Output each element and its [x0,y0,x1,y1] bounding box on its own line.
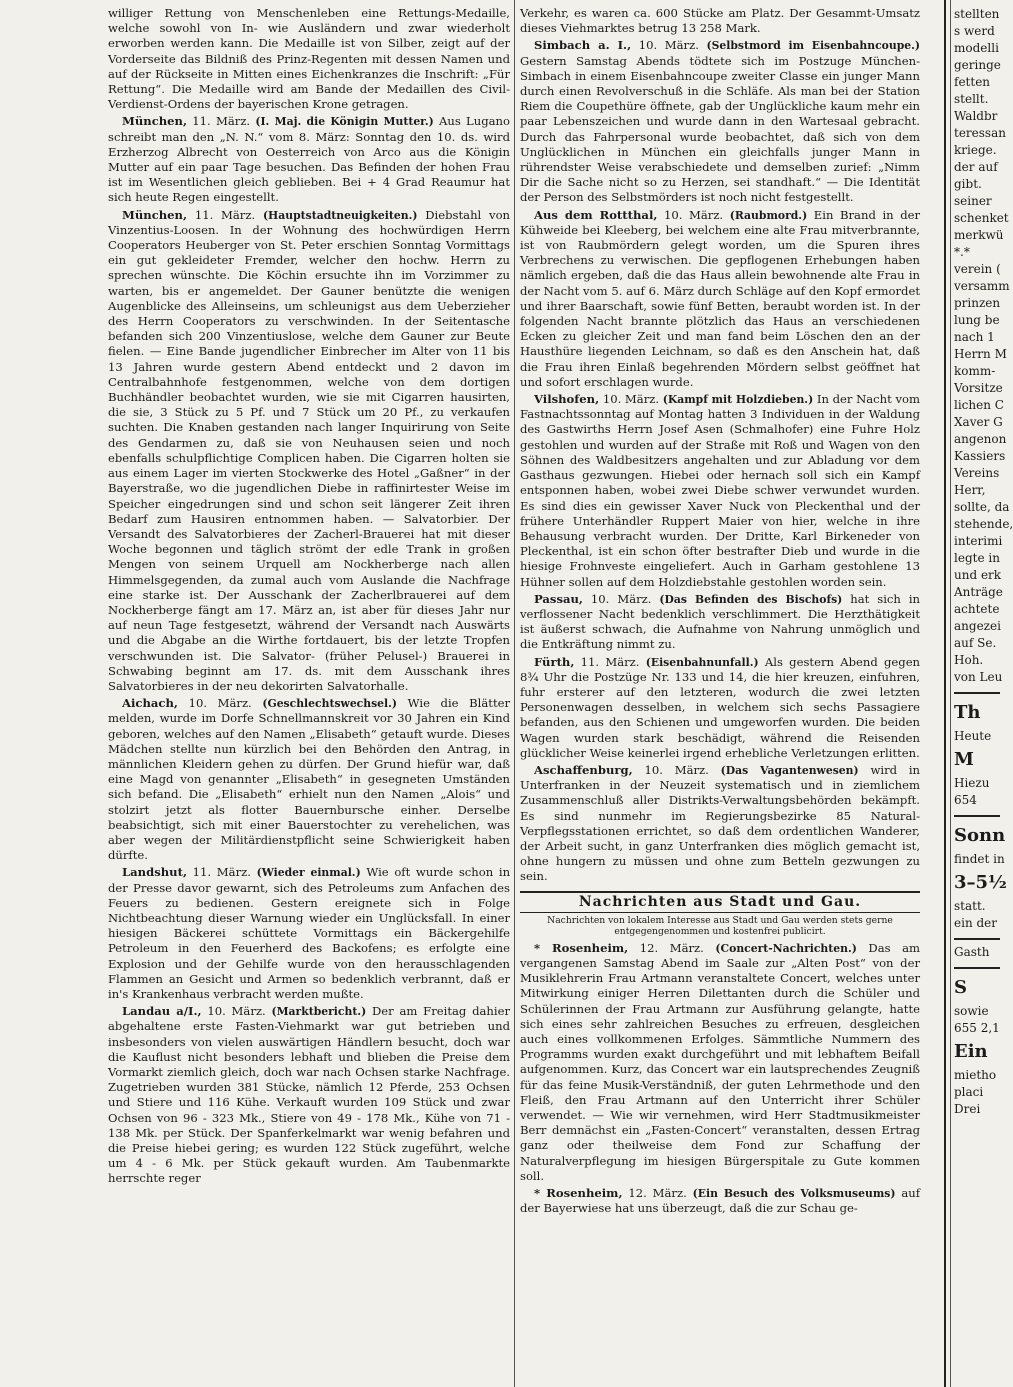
article-text: Ein Brand in der Kühweide bei Kleeberg, bei welchem eine alte Frau mitverbrannte, ist von Raubmördern gelegt worden, um die Spuren ihres Verbrechens zu verwischen. Die gepflogenen Erhebungen haben nämlich ergeben, daß die das Haus allein bewohnende alte Frau in der Nacht vom 5. auf 6. März durch Schläge auf den Kopf ermordet und ihrer Baarschaft, sowie fünf Betten, beraubt worden ist. In der folgenden Nacht brannte plötzlich das Haus an verschiedenen Ecken zu gleicher Zeit und man fand beim Löschen den an der Hausthüre liegenden Leichnam, so daß es den Anschein hat, daß die Frau ihren Einlaß begehrenden Mördern selbst geöffnet hat und sofort erschlagen wurde. [520,207,921,389]
article-topic: (Raubmord.) [729,208,808,222]
article-place: Simbach a. I., [534,38,632,53]
cutoff-text-line: der auf [954,160,998,174]
cutoff-text-line: versamm [954,279,1010,293]
cutoff-text-line: schenket [954,211,1009,225]
article-place: * Rosenheim, [534,940,629,955]
cutoff-text-line: *.* [954,245,970,259]
article-date: 11. März. [192,865,251,880]
cutoff-text-line: placi [954,1085,984,1099]
article-place: Aschaffenburg, [534,762,633,777]
article-text: Als gestern Abend gegen 8¾ Uhr die Postzüge Nr. 133 und 14, die hier kreuzen, einfuhren, fuhr ersterer auf den letzteren, wodurch die zwei letzten Personenwagen desselben, in welchem sich sechs Passagiere befanden, aus den Schienen und umgeworfen wurden. Die beiden Wagen wurden stark beschädigt, während die Reisenden glücklicher Weise keinerlei irgend erhebliche Verletzungen erlitten. [520,654,921,760]
news-article [108,696,510,863]
cutoff-text-line: Drei [954,1102,981,1116]
cutoff-text-line: merkwü [954,228,1004,242]
article-topic: (Ein Besuch des Volksmuseums) [692,1187,896,1201]
article-topic: (Marktbericht.) [271,1005,367,1019]
section-note: Nachrichten von lokalem Interesse aus Stadt und Gau werden stets gerne entgegengenommen und kostenfrei publicirt. [547,914,893,937]
article-topic: (Wieder einmal.) [256,866,361,880]
cutoff-text-line: auf Se. [954,636,997,650]
article-date: 12. März. [628,1186,687,1201]
article-date: 12. März. [639,940,704,955]
article-date: 10. März. [590,591,652,606]
article-date: 11. März. [580,654,640,669]
article-text: Der am Freitag dahier abgehaltene erste Fasten-Viehmarkt war gut betrieben und insbesonders von vielen auswärtigen Händlern besucht, doch war die Kauflust nicht besonders lebhaft und blieben die Preise dem Vormarkt ziemlich gleich, doch war nach Ochsen starke Nachfrage. Zugetrieben wurden 381 Stücke, nämlich 12 Pferde, 253 Ochsen und Stiere und 116 Kühe. Verkauft wurden 109 Stück und zwar Ochsen von 96 - 323 Mk., Stiere von 49 - 178 Mk., Kühe von 71 - 138 Mk. per Stück. Der Spanferkelmarkt war wenig befahren und die Preise hiebei gering; es wurden 122 Stück zugeführt, welche um 4 - 6 Mk. per Stück gekauft wurden. Am Taubenmarkte herrschte reger [108,1004,511,1186]
article-text: Gestern Samstag Abends tödtete sich im Postzuge München-Simbach in einem Eisenbahncoupe zweiter Classe ein junger Mann durch einen Revolverschuß in die Schläfe. Als man bei der Station Riem die Coupethüre öffnete, gab der Unglückliche kaum mehr ein paar Lebenszeichen und wurde dann in den Wartesaal gebracht. Durch das Fahrpersonal wurde beobachtet, daß sich von dem Unglücklichen in München ein gleichfalls junger Mann in rührendster Weise verabschiedete und demselben zurief: „Nimm Dir die Sache nicht so zu Herzen, sei standhaft.“ — Die Identität der Person des Selbstmörders ist noch nicht festgestellt. [520,53,920,205]
article-text: hat sich in verflossener Nacht bedenklich verschlimmert. Die Herzthätigkeit ist äußerst schwach, die Aufnahme von Nahrung unmöglich und die Entkräftung nimmt zu. [520,591,921,652]
cutoff-text-line: M [954,749,974,770]
article-topic: (Kampf mit Holzdieben.) [662,393,814,407]
article-list [520,38,920,884]
continued-fragment: Verkehr, es waren ca. 600 Stücke am Platz. Der Gesammt-Umsatz dieses Viehmarktes betrug 13 258 Mark. [520,6,920,36]
cutoff-text-line: Th [954,692,1000,728]
column-rule [950,0,951,1387]
cutoff-text-line: fetten [954,75,991,89]
news-article [520,941,920,1184]
cutoff-text-line: Hoh. [954,653,984,667]
cutoff-text-line: mietho [954,1068,997,1082]
news-article [108,1004,510,1186]
page-gutter-rule [944,0,946,1387]
news-article [108,114,510,205]
news-article [520,655,920,761]
cutoff-text-line: s werd [954,24,995,38]
right-column-cutoff [954,6,1013,1384]
article-text: Diebstahl von Vinzentius-Loosen. In der Wohnung des hochwürdigen Herrn Cooperators Heuberger von St. Peter erschien Sonntag Vormittags ein gut gekleideter Fremder, welcher den hochw. Herrn zu sprechen wünschte. Die Köchin ersuchte ihn im Vorzimmer zu warten, bis er angemeldet. Der Gauner benützte die wenigen Augenblicke des Alleinseins, um schleunigst aus dem Ueberzieher des Herrn Cooperators zu verschwinden. In der Seitentasche befanden sich 200 Vinzentiuslose, welche dem Gauner zur Beute fielen. — Eine Bande jugendlicher Einbrecher im Alter von 11 bis 13 Jahren wurde gestern Abend entdeckt und 2 davon im Centralbahnhofe festgenommen, welche von dem dortigen Buchhändler beobachtet wurden, wie sie mit Cigarren hausirten, die sie, 3 Stück zu 5 Pf. und 7 Stück um 20 Pf., zu verkaufen suchten. Die Knaben gestanden nach langer Inquirirung von Seite des Gendarmen zu, daß sie von Neuhausen seien und noch ebenfalls schulpflichtige Complicen haben. Die Cigarren holten sie aus einem Lager im vierten Stockwerke des Hotel „Gaßner“ in der Bayerstraße, wo die jugendlichen Diebe in raffinirtester Weise im Speicher eingedrungen sind und schon seit längerer Zeit ihren Bedarf zum Hausiren entnommen haben. — Salvatorbier. Der Versandt des Salvatorbieres der Zacherl-Brauerei hat mit dieser Woche begonnen und täglich strömt der edle Trank in großen Mengen von seinem Urquell am Nockherberge nach allen Himmelsgegenden, da zumal auch vom Auslande die Nachfrage eine starke ist. Der Ausschank der Zacherlbrauerei auf dem Nockherberge fängt am 17. März an, ist aber für dieses Jahr nur auf neun Tage festgesetzt, während der Versandt nach Auswärts und die Abgabe an die Wirthe fortdauert, bis der letzte Tropfen verschwunden ist. Die Salvator- (früher Pelusel-) Brauerei in Schwabing beginnt am 17. ds. mit dem Ausschank ihres Salvatorbieres in der neu dekorirten Salvatorhalle. [108,207,511,693]
article-place: Landau a/I., [122,1004,202,1019]
cutoff-text-line: kriege. [954,143,997,157]
cutoff-text-line: stellten [954,7,1000,21]
article-date: 10. März. [644,762,709,777]
news-article [520,38,920,205]
cutoff-text-line: gibt. [954,177,982,191]
cutoff-text-line: Gasth [954,938,1000,961]
article-date: 10. März. [638,38,699,53]
article-place: Landshut, [122,865,187,880]
cutoff-text-line: lung be [954,313,1000,327]
cutoff-text-line: nach 1 [954,330,995,344]
article-place: Aichach, [122,696,178,711]
article-text: wird in Unterfranken in der Neuzeit systematisch und in ziemlichem Zusammenschluß aller Distrikts-Verwaltungsbehörden bekämpft. Es sind nunmehr im Regierungsbezirke 85 Natural-Verpflegsstationen errichtet, so daß dem ordentlichen Wanderer, der Arbeit sucht, in ganz Unterfranken dies möglich gemacht ist, ohne hungern zu müssen und ohne zum Betteln gezwungen zu sein. [520,762,921,884]
article-place: Fürth, [534,654,575,669]
article-place: München, [122,207,188,222]
cutoff-text-line: S [954,967,1000,1003]
local-article-list [520,941,920,1217]
cutoff-text-line: stehende, [954,517,1013,531]
cutoff-text-line: lichen C [954,398,1004,412]
cutoff-text-line: Vorsitze [954,381,1003,395]
article-topic: (I. Maj. die Königin Mutter.) [255,115,434,129]
article-date: 10. März. [188,696,252,711]
article-topic: (Selbstmord im Eisenbahncoupe.) [706,39,921,53]
article-date: 10. März. [663,207,724,222]
article-text: Wie oft wurde schon in der Presse davor gewarnt, sich des Petroleums zum Anfachen des Feuers zu bedienen. Gestern ereignete sich in Folge Nichtbeachtung dieser Warnung wieder ein Unglücksfall. In einer hiesigen Bäckerei schüttete Vormittags ein Bäckergehilfe Petroleum in den Feuerherd des Backofens; es erfolgte eine Explosion und der Gehilfe wurde von den herausschlagenden Flammen an Gesicht und Armen so bedenklich verbrannt, daß er in's Krankenhaus verbracht werden mußte. [108,865,511,1001]
article-date: 10. März. [207,1004,266,1019]
article-topic: (Das Vagantenwesen) [720,763,859,777]
cutoff-text-line: sollte, da [954,500,1010,514]
article-place: Passau, [534,591,583,606]
news-article [520,392,920,590]
article-topic: (Das Befinden des Bischofs) [659,592,843,606]
cutoff-text-line: 3–5½ [954,872,1007,893]
cutoff-text-line: ein der [954,916,998,930]
cutoff-text-line: Heute [954,729,992,743]
article-topic: (Geschlechtswechsel.) [262,697,398,711]
cutoff-text-line: Herrn M [954,347,1007,361]
cutoff-text-line: sowie [954,1004,989,1018]
cutoff-text-line: Ein [954,1041,988,1062]
cutoff-text-line: seiner [954,194,992,208]
news-article [108,865,510,1002]
cutoff-text-line: Waldbr [954,109,998,123]
cutoff-text-line: angezei [954,619,1001,633]
article-list [108,114,510,1186]
cutoff-text-line: Xaver G [954,415,1003,429]
news-article [520,592,920,653]
article-text: Wie die Blätter melden, wurde im Dorfe Schnellmannskreit vor 30 Jahren ein Kind geboren, welches auf den Namen „Elisabeth“ getauft wurde. Dieses Mädchen stellte nun kürzlich bei den Behörden den Antrag, in männlichen Kleidern gehen zu dürfen. Der Grund hiefür war, daß eine Magd von genannter „Elisabeth“ in gesegneten Umständen sich befand. Die „Elisabeth“ erhielt nun den Namen „Alois“ und stolzirt jetzt als flotter Bauernbursche einher. Derselbe beabsichtigt, sich mit einer Bauerstochter zu verehelichen, was aber wegen der Militärdienstpflicht seine Schwierigkeit haben dürfte. [108,696,511,863]
cutoff-text-line: Hiezu [954,776,990,790]
news-article [520,1186,920,1216]
news-article [520,763,920,885]
article-place: Vilshofen, [534,392,600,407]
cutoff-text-line: Vereins [954,466,1000,480]
cutoff-text-line: geringe [954,58,1001,72]
column-rule [514,0,515,1387]
cutoff-text-line: 654 [954,793,977,807]
cutoff-text-line: von Leu [954,670,1003,684]
cutoff-text-line: und erk [954,568,1002,582]
cutoff-text-line: stellt. [954,92,989,106]
cutoff-text-line: verein ( [954,262,1001,276]
article-topic: (Concert-Nachrichten.) [715,941,857,955]
article-text: In der Nacht vom Fastnachtssonntag auf Montag hatten 3 Individuen in der Waldung des Gastwirths Herrn Josef Asen (Schmalhofer) eine Fuhre Holz gestohlen und wurden auf der Straße mit Roß und Wagen von den Söhnen des Waldbesitzers angehalten und zur Abladung vor dem Gasthaus gezwungen. Hiebei oder hernach soll sich ein Kampf entsponnen haben, wobei zwei Diebe schwer verwundet wurden. Es sind dies ein gewisser Xaver Nuck von Pleckenthal und der frühere Unterhändler Ruppert Maier von hier, welche in ihre Behausung verbracht wurden. Der Dritte, Karl Birkeneder von Pleckenthal, ist ein schon öfter bestrafter Dieb und wurde in die hiesige Frohnveste eingeliefert. Auch in Garham gestohlene 13 Hühner sollen auf dem Holzdiebstahle gestohlen worden sein. [520,392,921,589]
section-heading: Nachrichten aus Stadt und Gau. [520,891,920,913]
cutoff-text-line: Kassiers [954,449,1006,463]
article-date: 11. März. [194,207,256,222]
cutoff-text-line: komm- [954,364,996,378]
news-article [520,208,920,390]
continued-fragment: williger Rettung von Menschenleben eine Rettungs-Medaille, welche sowohl von In- wie Ausländern und zwar wiederholt erworben werden kann. Die Medaille ist von Silber, zeigt auf der Vorderseite das Bildniß des Prinz-Regenten mit dessen Namen und auf der Rückseite in Mitten eines Eichenkranzes die Inschrift: „Für Rettung“. Die Medaille wird am Bande der Medaillen des Civil-Verdienst-Ordens der bayerischen Krone getragen. [108,6,510,112]
article-topic: (Hauptstadtneuigkeiten.) [262,208,418,222]
cutoff-text-line: achtete [954,602,1000,616]
cutoff-text-line: 655 2,1 [954,1021,1000,1035]
article-text: Aus Lugano schreibt man den „N. N.“ vom 8. März: Sonntag den 10. ds. wird Erzherzog Albrecht von Oesterreich von Arco aus die Königin Mutter auf ein paar Tage besuchen. Das Befinden der hohen Frau ist im Wesentlichen gleich geblieben. Bei + 4 Grad Reaumur hat sich heute Regen eingestellt. [108,114,511,205]
cutoff-text-line: Anträge [954,585,1003,599]
article-place: * Rosenheim, [534,1186,623,1201]
cutoff-text-line: Sonn [954,815,1000,851]
cutoff-text-line: findet in [954,852,1005,866]
middle-column [520,6,920,1384]
article-place: Aus dem Rottthal, [534,207,658,222]
left-column [108,6,510,1384]
cutoff-text-line: legte in [954,551,1000,565]
article-date: 10. März. [602,392,660,407]
cutoff-text-line: modelli [954,41,999,55]
article-topic: (Eisenbahnunfall.) [645,655,759,669]
article-text: Das am vergangenen Samstag Abend im Saale zur „Alten Post“ von der Musiklehrerin Frau Artmann veranstaltete Concert, welches unter Mitwirkung einiger Herren Dilettanten durch die Schüler und Schülerinnen der Frau Artmann zur Ausführung gelangte, hatte sich eines sehr zahlreichen Besuches zu erfreuen, desgleichen auch eines vollkommenen Erfolges. Sämmtliche Nummern des Programms wurden exakt durchgeführt und mit lebhaftem Beifall aufgenommen. Kurz, das Concert war ein lautsprechendes Zeugniß für das feine Musik-Verständniß, der guten Lehrmethode und den Fleiß, den Frau Artmann auf den Unterricht ihrer Schüler verwendet. — Wie wir vernehmen, wird Herr Stadtmusikmeister Berr demnächst ein „Fasten-Concert“ veranstalten, dessen Ertrag ganz oder theilweise dem Fond zur Schaffung der Naturalverpflegung im hiesigen Bürgerspitale zu Gute kommen soll. [520,940,921,1183]
cutoff-text-line: prinzen [954,296,1001,310]
cutoff-text-line: Herr, [954,483,986,497]
cutoff-text-line: teressan [954,126,1006,140]
article-place: München, [122,114,188,129]
cutoff-text-line: angenon [954,432,1007,446]
article-date: 11. März. [192,114,251,129]
article-text: auf der Bayerwiese hat uns überzeugt, daß die zur Schau ge- [520,1186,921,1216]
cutoff-text-line: interimi [954,534,1003,548]
news-article [108,208,510,695]
cutoff-text-line: statt. [954,899,986,913]
